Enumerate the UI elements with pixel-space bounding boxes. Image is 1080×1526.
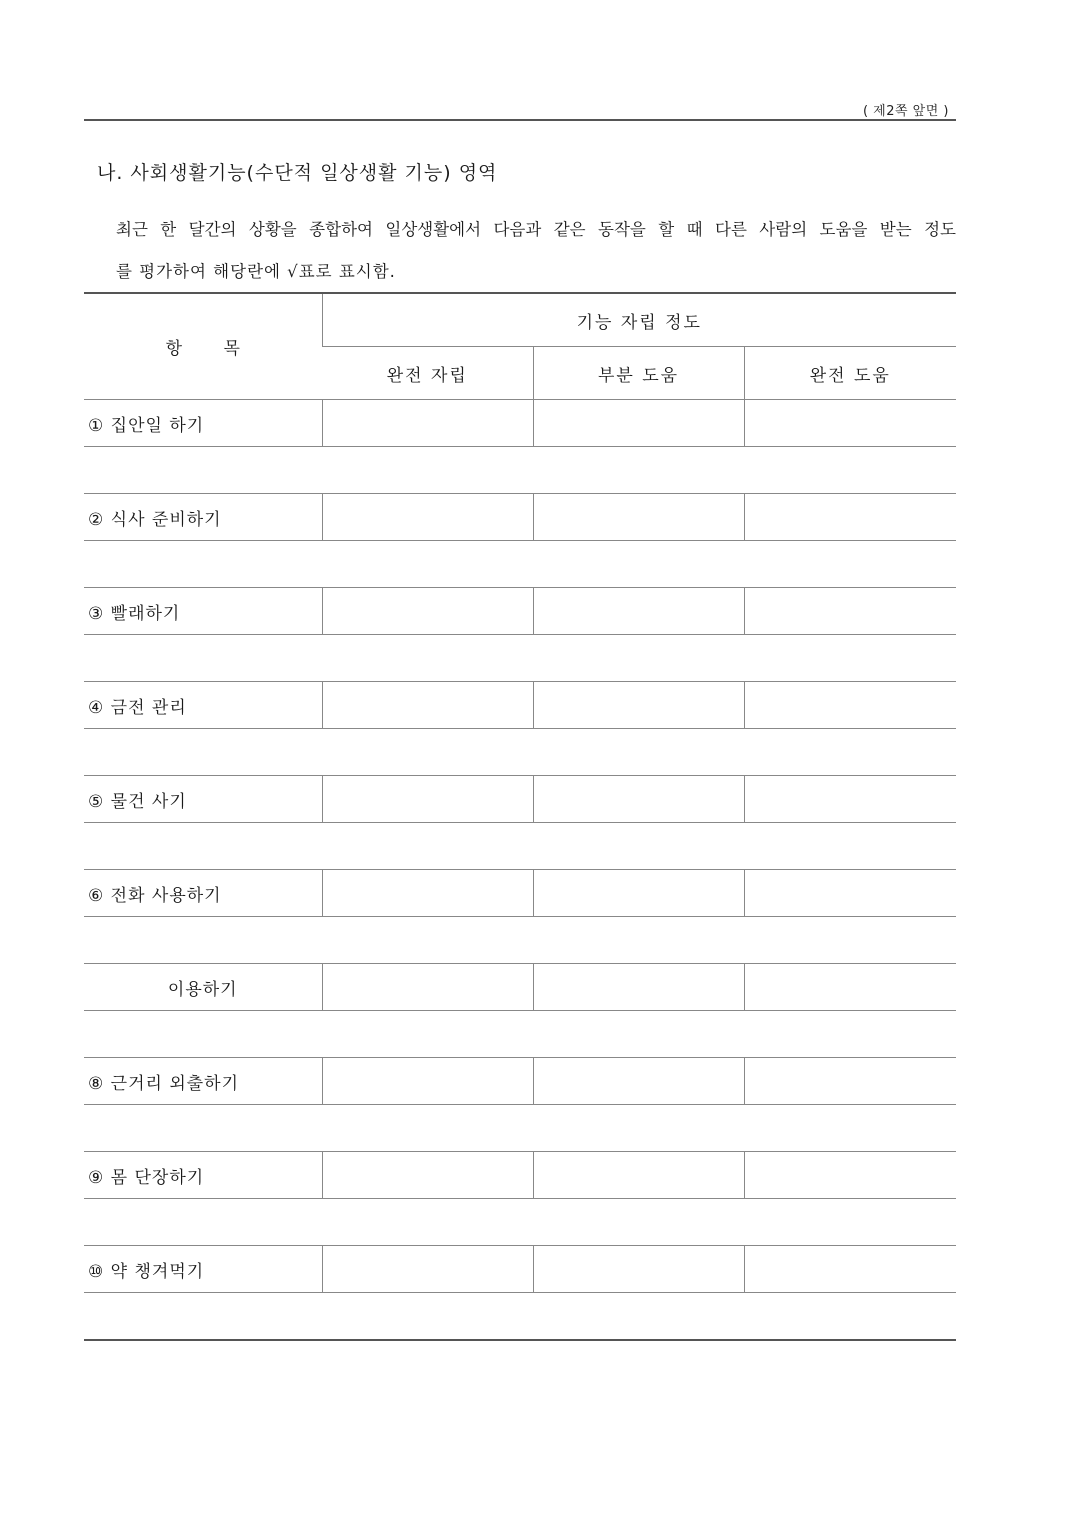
table-row	[84, 964, 956, 1011]
check-cell-full-independence[interactable]	[322, 964, 533, 1011]
check-cell-partial-help[interactable]	[533, 682, 744, 729]
check-cell-full-independence[interactable]	[322, 494, 533, 541]
check-cell-partial-help[interactable]	[533, 1246, 744, 1293]
check-cell-full-independence[interactable]	[322, 682, 533, 729]
table-row	[84, 494, 956, 541]
independence-level-header: 기능 자립 정도	[322, 293, 956, 347]
spacer-row	[84, 823, 956, 870]
row-label: ⑨ 몸 단장하기	[84, 1152, 322, 1199]
spacer-row	[84, 635, 956, 682]
check-cell-partial-help[interactable]	[533, 1058, 744, 1105]
check-cell-full-independence[interactable]	[322, 1152, 533, 1199]
row-label: ② 식사 준비하기	[84, 494, 322, 541]
check-cell-full-independence[interactable]	[322, 870, 533, 917]
row-label: ① 집안일 하기	[84, 400, 322, 447]
table-row	[84, 588, 956, 635]
page-label: ( 제2쪽 앞면 )	[862, 104, 949, 119]
check-cell-full-independence[interactable]	[322, 588, 533, 635]
table-row	[84, 1058, 956, 1105]
check-cell-full-help[interactable]	[744, 1058, 956, 1105]
table-row	[84, 1152, 956, 1199]
table-row	[84, 776, 956, 823]
check-cell-partial-help[interactable]	[533, 870, 744, 917]
row-label: ③ 빨래하기	[84, 588, 322, 635]
instruction-line-1: 최근 한 달간의 상황을 종합하여 일상생활에서 다음과 같은 동작을 할 때 다른 사람의 도움을 받는 정도	[116, 220, 957, 239]
check-cell-full-help[interactable]	[744, 682, 956, 729]
check-cell-full-help[interactable]	[744, 964, 956, 1011]
check-cell-full-help[interactable]	[744, 400, 956, 447]
column-header-full-independence: 완전 자립	[322, 347, 533, 400]
check-cell-partial-help[interactable]	[533, 964, 744, 1011]
table-row	[84, 400, 956, 447]
row-label: ⑧ 근거리 외출하기	[84, 1058, 322, 1105]
check-cell-full-independence[interactable]	[322, 1058, 533, 1105]
check-cell-full-independence[interactable]	[322, 776, 533, 823]
table-header-row	[84, 293, 956, 347]
column-header-partial-help: 부분 도움	[533, 347, 744, 400]
section-title: 나. 사회생활기능(수단적 일상생활 기능) 영역	[97, 162, 498, 184]
check-cell-partial-help[interactable]	[533, 400, 744, 447]
spacer-row	[84, 1199, 956, 1246]
check-cell-partial-help[interactable]	[533, 588, 744, 635]
instruction-line-2: 를 평가하여 해당란에 √표로 표시함.	[116, 262, 396, 281]
column-header-full-help: 완전 도움	[744, 347, 956, 400]
check-cell-full-independence[interactable]	[322, 400, 533, 447]
spacer-row	[84, 447, 956, 494]
row-label: ⑩ 약 챙겨먹기	[84, 1246, 322, 1293]
spacer-row	[84, 1011, 956, 1058]
check-cell-full-help[interactable]	[744, 776, 956, 823]
check-cell-full-help[interactable]	[744, 494, 956, 541]
table-row	[84, 1246, 956, 1293]
assessment-table	[84, 292, 956, 1341]
row-label: ⑤ 물건 사기	[84, 776, 322, 823]
check-cell-full-independence[interactable]	[322, 1246, 533, 1293]
row-label: ④ 금전 관리	[84, 682, 322, 729]
table-row	[84, 682, 956, 729]
spacer-row	[84, 541, 956, 588]
check-cell-full-help[interactable]	[744, 1152, 956, 1199]
spacer-row	[84, 1105, 956, 1152]
top-divider	[84, 119, 956, 121]
table-row	[84, 870, 956, 917]
check-cell-full-help[interactable]	[744, 1246, 956, 1293]
spacer-row	[84, 1293, 956, 1341]
check-cell-full-help[interactable]	[744, 588, 956, 635]
check-cell-partial-help[interactable]	[533, 1152, 744, 1199]
check-cell-partial-help[interactable]	[533, 776, 744, 823]
row-label: ⑥ 전화 사용하기	[84, 870, 322, 917]
check-cell-partial-help[interactable]	[533, 494, 744, 541]
spacer-row	[84, 917, 956, 964]
item-column-header: 항 목	[84, 293, 322, 400]
row-label: 이용하기	[84, 964, 322, 1011]
check-cell-full-help[interactable]	[744, 870, 956, 917]
spacer-row	[84, 729, 956, 776]
